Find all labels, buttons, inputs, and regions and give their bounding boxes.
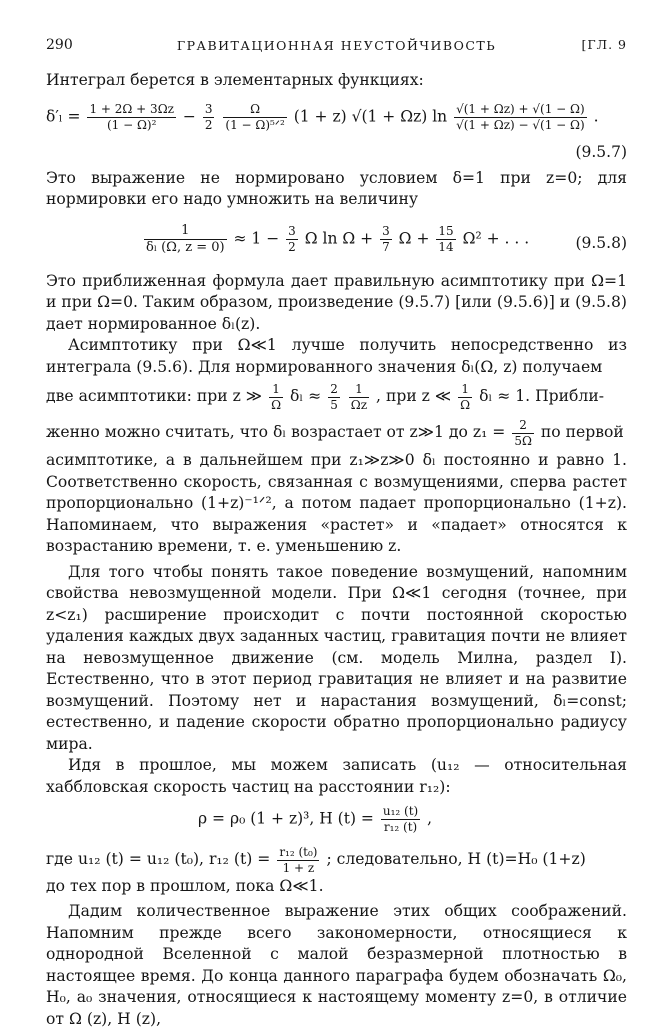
eq958-frac-main: $\frac{1}{\text{δₗ (Ω, z = 0)}}$ [146,222,225,255]
para-unperturbed-model: Для того чтобы понять такое поведение возмущений, напомним свойства невозмущенной модели. При Ω≪1 сегодня (точнее, при z<z₁) расширение происходит с почти постоянной скоростью удаления каждых двух заданных частиц, гравитация почти не влияет на невозмущенное движение (см. модель Милна, раздел I). Естественно, что в этот период гравитация не влияет и на развитие возмущений. Поэтому нет и нарастания возмущений, δₗ=const; естественно, и падение скорости обратно пропорционально радиусу мира. [46,562,627,753]
page-number: 290 [46,37,73,53]
para-asymptotics-l1: Асимптотику при Ω≪1 лучше получить непосредственно из интеграла (9.5.6). Для нормированного значения δₗ(Ω, z) получаем [46,336,627,376]
frac-2-over-5-omega: $\frac{2}{5\Omega}$ [514,417,532,448]
eq957-frac4: $\frac{√(1 + \Omega z) + √(1 - \Omega)}{√(1 + \Omega z) - √(1 - \Omega)}$ [456,101,585,132]
frac-2-5: $\frac{2}{5}$ [330,381,338,412]
para-asymptotics-check: Это приближенная формула дает правильную асимптотику при Ω=1 и при Ω=0. Таким образом, произведение (9.5.7) [или (9.5.6)] и (9.5.8) дает нормированное δₗ(z). [46,271,627,333]
para-asymptotics-l3: женно можно считать, что δₗ возрастает от z≫1 до z₁ = $\frac{2}{5\Omega}$ по первой [46,417,624,448]
para-asymptotics-rest: асимптотике, а в дальнейшем при z₁≫z≫0 δₗ постоянно и равно 1. Соответственно скорость, связанная с возмущениями, сперва растет пропорционально (1+z)⁻¹ᐟ², а потом падает пропорционально (1+z). Напоминаем, что выражения «растет» и «падает» относятся к возрастанию времени, т. е. уменьшению z. [46,451,627,555]
frac-1-over-omega-a: $\frac{1}{\Omega}$ [271,381,282,412]
eq957-frac1: $\frac{1 + 2\Omega + 3\Omega z}{\text{(1 − Ω)²}}$ [89,101,174,132]
eq958-frac-a: $\frac{3}{2}$ [288,223,296,254]
running-title: ГРАВИТАЦИОННАЯ НЕУСТОЙЧИВОСТЬ [176,38,497,53]
eq957-frac3: Ω (1 − Ω)⁵ᐟ² [225,101,285,132]
eq958-rhs3: Ω + [398,229,430,247]
eq958-rhs2: Ω ln Ω + [304,229,374,247]
frac-1-over-omega-b: $\frac{1}{\Omega}$ [460,381,471,412]
eq957-number: (9.5.7) [575,142,627,161]
eq958-frac-b: $\frac{3}{7}$ [382,223,390,254]
eq957-frac2: $\frac{3}{2}$ [204,101,213,132]
equation-9-5-8 [46,217,627,267]
frac-1-over-omega-z: $\frac{1}{\Omega z}$ [350,381,368,412]
eq-rho-lhs: ρ = ρ₀ (1 + z)³, H (t) = [198,809,374,828]
eq957-minus: − [182,107,196,125]
intro-line: Интеграл берется в элементарных функциях: [46,71,424,89]
eq957-dot: . [593,107,599,125]
equation-9-5-7 [46,98,627,162]
frac-u12-r12: $\frac{\text{u₁₂ (t)}}{\text{r₁₂ (t)}}$ [382,804,419,834]
para-quantitative: Дадим количественное выражение этих общих соображений. Напомним прежде всего закономерности, относящиеся к однородной Вселенной с малой безразмерной плотностью в настоящее время. До конца данного параграфа будем обозначать Ω₀, H₀, a₀ значения, относящиеся к настоящему моменту z=0, в отличие от Ω (z), H (z), [46,902,627,1028]
equation-density-hubble: ρ = ρ₀ (1 + z)³, H (t) = $\frac{\text{u₁₂ (t)}}{\text{r₁₂ (t)}}$ , [198,804,433,834]
para-asymptotics-l2: две асимптотики: при z ≫ $\frac{1}{\Omega}$ δₗ ≈ $\frac{2}{5}$ $\frac{1}{\Omega z}$ , при z ≪ $\frac{1}{\Omega}$ δₗ ≈ 1. Прибли- [46,381,604,412]
para-past: Идя в прошлое, мы можем записать (u₁₂ — относительная хаббловская скорость частиц на расстоянии r₁₂): [46,756,627,796]
eq958-frac-c: $\frac{15}{14}$ [438,223,454,254]
chapter-marker: [ГЛ. 9 [581,37,627,52]
where-line: где u₁₂ (t) = u₁₂ (t₀), r₁₂ (t) = $\frac{\text{r₁₂ (t₀)}}{1 + z}$ ; следовательно, H (t)=H₀ (1+z) [46,844,586,875]
eq958-rhs1: ≈ 1 − [233,229,280,247]
eq958-number: (9.5.8) [575,233,627,252]
where-line-2: до тех пор в прошлом, пока Ω≪1. [46,876,324,895]
eq957-lhs: δ′ₗ = [46,107,81,125]
eq957-mid: (1 + z) √(1 + Ωz) ln [293,107,448,125]
page-body [46,70,627,1030]
para-normalization: Это выражение не нормировано условием δ=1 при z=0; для нормировки его надо умножить на величину [46,168,627,208]
frac-r12-t0: $\frac{\text{r₁₂ (t₀)}}{1 + z}$ [279,844,318,875]
running-header [46,37,627,57]
eq958-rhs4: Ω² + . . . [462,229,530,247]
